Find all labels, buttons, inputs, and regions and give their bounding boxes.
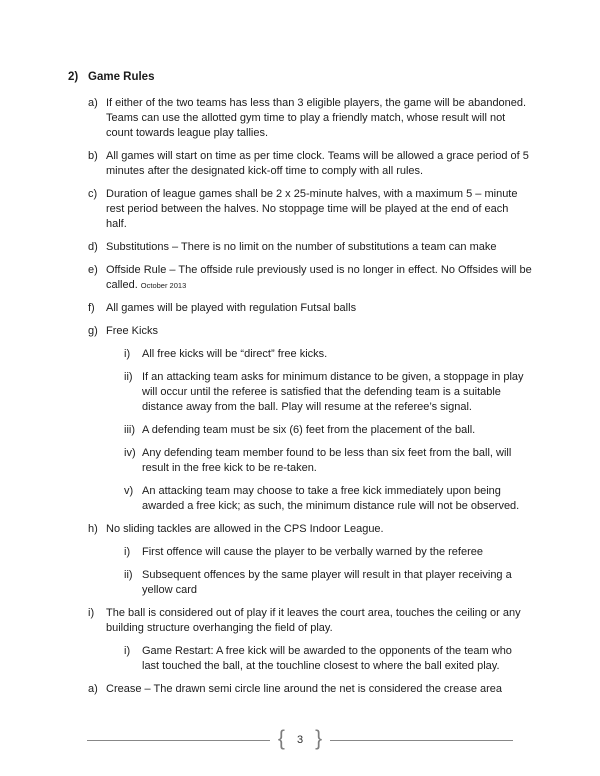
list-item-marker: ii): [124, 371, 133, 383]
list-item-marker: h): [88, 523, 98, 535]
list-item-marker: ii): [124, 569, 133, 581]
sub-item-i-first-offence: [124, 545, 532, 560]
list-item-a-eligible-players: [88, 96, 532, 141]
list-item-marker: v): [124, 485, 134, 497]
list-item-text: Duration of league games shall be 2 x 25-minute halves, with a maximum 5 – minute rest period between the halves. No stoppage time will be played at the end of each half.: [106, 188, 518, 230]
left-bracket-glyph: {: [277, 727, 285, 750]
list-item-g-free-kicks: [88, 324, 532, 339]
sub-item-i-game-restart: [124, 644, 532, 674]
list-item-f-futsal-balls: [88, 301, 532, 316]
sub-item-ii-yellow-card: [124, 568, 532, 598]
list-item-marker: f): [88, 302, 95, 314]
list-item-text: The ball is considered out of play if it leaves the court area, touches the ceiling or any building structure overhanging the field of play.: [106, 607, 521, 634]
list-item-text: All games will be played with regulation Futsal balls: [106, 302, 357, 314]
list-item-i-out-of-play: [88, 606, 532, 636]
list-item-h-sliding-tackles: [88, 522, 532, 537]
list-item-text: Game Restart: A free kick will be awarded to the opponents of the team who last touched the ball, at the touchline closest to where the ball exited play.: [142, 645, 512, 672]
list-item-marker: a): [88, 683, 98, 695]
list-item-text: All games will start on time as per time clock. Teams will be allowed a grace period of 5 minutes after the designated kick-off time to comply with all rules.: [106, 150, 529, 177]
list-item-b-start-on-time: [88, 149, 532, 179]
sub-item-ii-minimum-distance: [124, 370, 532, 415]
page-number: 3: [296, 734, 304, 746]
list-item-text: No sliding tackles are allowed in the CPS Indoor League.: [106, 523, 384, 535]
list-item-marker: iii): [124, 424, 135, 436]
revision-note: October 2013: [140, 281, 187, 290]
list-item-text: If either of the two teams has less than 3 eligible players, the game will be abandoned. Teams can use the allotted gym time to play a friendly match, whose result will not count towards league play tallies.: [106, 97, 527, 139]
sub-item-i-direct-kicks: [124, 347, 532, 362]
list-item-text: Free Kicks: [106, 325, 158, 337]
list-item-text: Substitutions – There is no limit on the number of substitutions a team can make: [106, 241, 497, 253]
list-item-marker: c): [88, 188, 98, 200]
list-item-marker: i): [88, 607, 95, 619]
list-item-text: If an attacking team asks for minimum distance to be given, a stoppage in play will occur until the referee is satisfied that the defending team is a suitable distance away from the ball. Play will resume at the referee’s signal.: [142, 371, 524, 413]
right-bracket-glyph: }: [315, 727, 323, 750]
list-item-marker: i): [124, 645, 131, 657]
list-item-d-substitutions: [88, 240, 532, 255]
section-title: Game Rules: [88, 71, 155, 83]
list-item-text: Subsequent offences by the same player will result in that player receiving a yellow card: [142, 569, 512, 596]
list-item-text: [106, 263, 532, 293]
page-footer: [87, 727, 513, 753]
section-heading: [68, 70, 532, 84]
list-item-marker: a): [88, 97, 98, 109]
list-item-marker: e): [88, 264, 98, 276]
list-item-marker: i): [124, 348, 131, 360]
list-item-text: Crease – The drawn semi circle line around the net is considered the crease area: [106, 683, 503, 695]
footer-rule-right: [330, 740, 513, 741]
list-item-c-duration: [88, 187, 532, 232]
list-item-a-crease: [88, 682, 532, 697]
list-item-text: A defending team must be six (6) feet from the placement of the ball.: [142, 424, 476, 436]
footer-rule-left: [87, 740, 270, 741]
list-item-marker: iv): [124, 447, 136, 459]
section-number: 2): [68, 71, 79, 83]
list-item-marker: g): [88, 325, 98, 337]
list-item-text: Any defending team member found to be less than six feet from the ball, will result in the free kick to be re-taken.: [142, 447, 512, 474]
list-item-e-offside-rule: [88, 263, 532, 293]
sub-item-v-immediate-kick: [124, 484, 532, 514]
list-item-marker: b): [88, 150, 98, 162]
list-item-marker: d): [88, 241, 98, 253]
sub-item-iii-six-feet: [124, 423, 532, 438]
list-item-text: An attacking team may choose to take a free kick immediately upon being awarded a free kick; as such, the minimum distance rule will not be observed.: [142, 485, 520, 512]
list-item-text: All free kicks will be “direct” free kicks.: [142, 348, 328, 360]
list-item-text: First offence will cause the player to be verbally warned by the referee: [142, 546, 483, 558]
list-item-text-main: Offside Rule – The offside rule previously used is no longer in effect. No Offsides will be called.: [106, 264, 532, 291]
document-body: [68, 70, 532, 705]
sub-item-iv-retaken: [124, 446, 532, 476]
list-item-marker: i): [124, 546, 131, 558]
